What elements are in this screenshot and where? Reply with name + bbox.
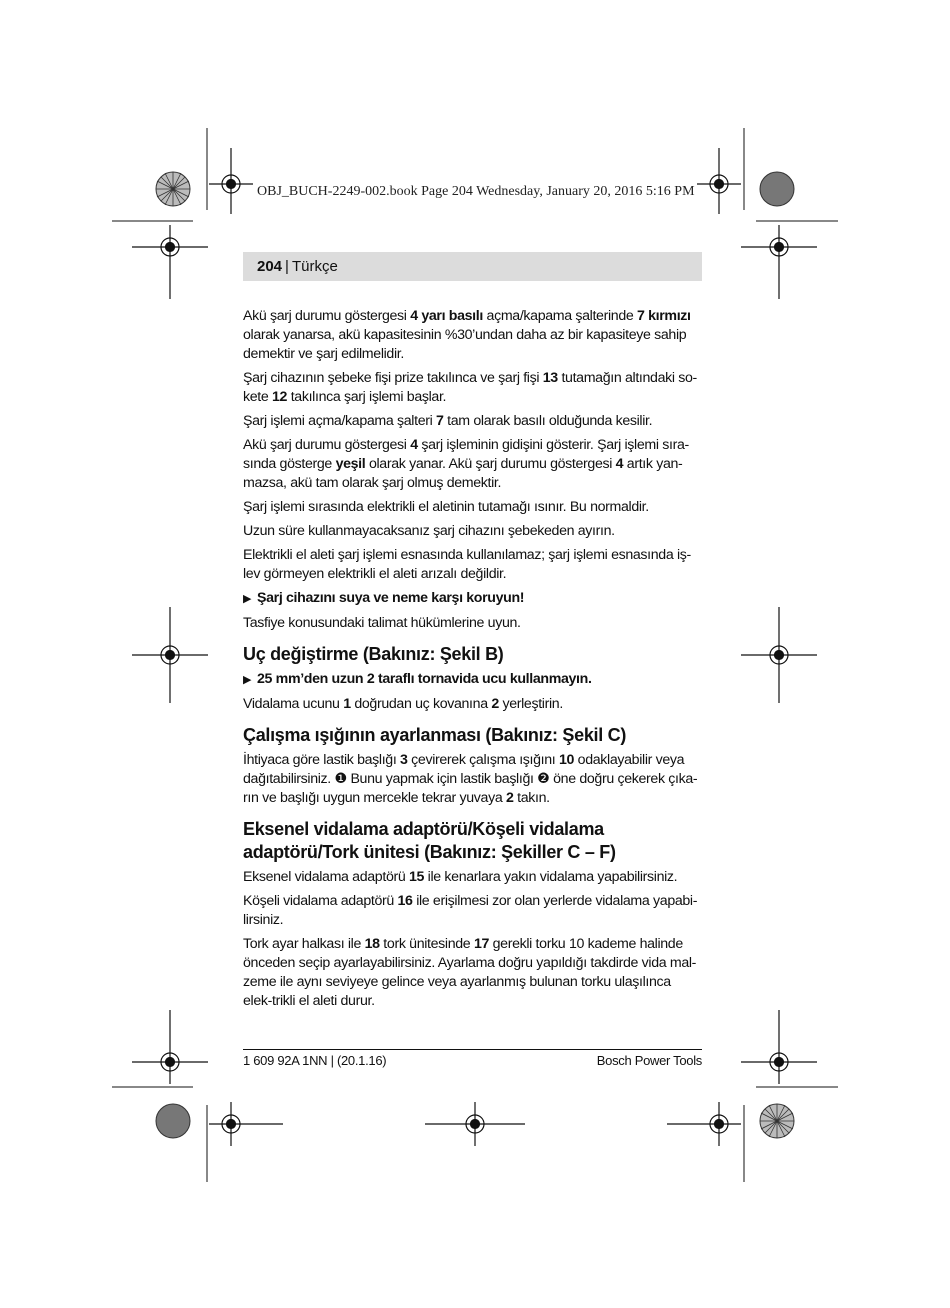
page-separator: | bbox=[285, 258, 289, 275]
warning-bullet: ▶ Şarj cihazını suya ve neme karşı koruyun! bbox=[243, 589, 702, 609]
paragraph: Şarj işlemi sırasında elektrikli el aletinin tutamağı ısınır. Bu normaldir. bbox=[243, 499, 649, 515]
paragraph: Köşeli vidalama adaptörü 16 ile erişilmesi zor olan yerlerde vidalama yapabi-lirsiniz. bbox=[243, 893, 698, 928]
triangle-bullet-icon: ▶ bbox=[243, 593, 252, 605]
paragraph: Şarj işlemi açma/kapama şalteri 7 tam olarak basılı olduğunda kesilir. bbox=[243, 413, 653, 429]
section-heading: Uç değiştirme (Bakınız: Şekil B) bbox=[243, 644, 504, 664]
section-heading: Çalışma ışığının ayarlanması (Bakınız: Şekil C) bbox=[243, 725, 627, 745]
triangle-bullet-icon: ▶ bbox=[243, 674, 252, 686]
paragraph: Şarj cihazının şebeke fişi prize takılınca ve şarj fişi 13 tutamağın altındaki so-kete 12 takılınca şarj işlemi başlar. bbox=[243, 370, 697, 405]
warning-bullet: ▶ 25 mm’den uzun 2 taraflı tornavida ucu kullanmayın. bbox=[243, 670, 702, 690]
footer-rule bbox=[243, 1049, 702, 1050]
page-language: Türkçe bbox=[291, 258, 338, 275]
footer-brand: Bosch Power Tools bbox=[596, 1053, 702, 1068]
footer-doc-code: 1 609 92A 1NN | (20.1.16) bbox=[243, 1053, 387, 1068]
paragraph: Akü şarj durumu göstergesi 4 şarj işleminin gidişini gösterir. Şarj işlemi sıra-sında gösterge yeşil olarak yanar. Akü şarj durumu göstergesi 4 artık yan-mazsa, akü tam olarak şarj olmuş demektir. bbox=[243, 437, 689, 491]
paragraph: Tork ayar halkası ile 18 tork ünitesinde 17 gerekli torku 10 kademe halinde önceden seçip ayarlayabilirsiniz. Ayarlama doğru yapıldığı takdirde vida mal-zeme ile aynı seviyeye gelince veya ayarlanmış bulunan torku ulaşılınca elek-trikli el aleti durur. bbox=[243, 936, 697, 1009]
page-body bbox=[243, 307, 702, 1016]
paragraph: Akü şarj durumu göstergesi 4 yarı basılı açma/kapama şalterinde 7 kırmızı olarak yanarsa, akü kapasitesinin %30’undan daha az bir kapasiteye sahip demektir ve şarj edilmelidir. bbox=[243, 308, 691, 362]
paragraph: Tasfiye konusundaki talimat hükümlerine uyun. bbox=[243, 615, 521, 631]
print-header: OBJ_BUCH-2249-002.book Page 204 Wednesday, January 20, 2016 5:16 PM bbox=[257, 184, 695, 199]
paragraph: İhtiyaca göre lastik başlığı 3 çevirerek çalışma ışığını 10 odaklayabilir veya dağıtabilirsiniz. ❶ Bunu yapmak için lastik başlığı ❷ öne doğru çekerek çıka-rın ve başlığı uygun mercekle tekrar yuvaya 2 takın. bbox=[243, 752, 698, 806]
section-heading: Eksenel vidalama adaptörü/Köşeli vidalama adaptörü/Tork ünitesi (Bakınız: Şekiller C – F) bbox=[243, 819, 616, 862]
paragraph: Elektrikli el aleti şarj işlemi esnasında kullanılamaz; şarj işlemi esnasında iş-lev görmeyen elektrikli el aleti arızalı değildir. bbox=[243, 547, 691, 582]
page-number: 204 bbox=[257, 258, 283, 275]
paragraph: Vidalama ucunu 1 doğrudan uç kovanına 2 yerleştirin. bbox=[243, 696, 563, 712]
paragraph: Uzun süre kullanmayacaksanız şarj cihazını şebekeden ayırın. bbox=[243, 523, 615, 539]
page-header-band bbox=[243, 252, 702, 281]
paragraph: Eksenel vidalama adaptörü 15 ile kenarlara yakın vidalama yapabilirsiniz. bbox=[243, 869, 678, 885]
